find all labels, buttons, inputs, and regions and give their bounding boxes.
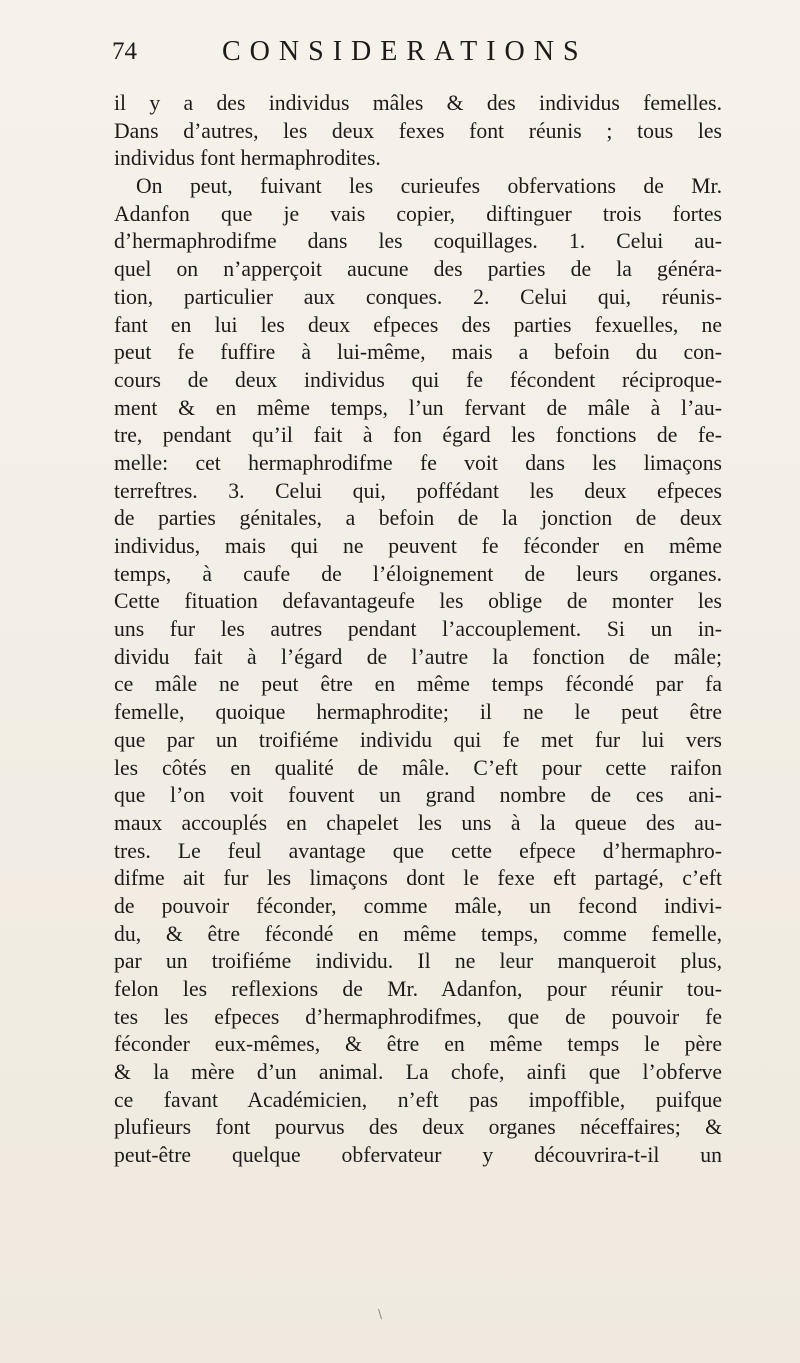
text-line: Dans d’autres, les deux fexes font réunis ; tous les (114, 118, 722, 143)
text-line: ment & en même temps, l’un fervant de mâle à l’au- (114, 395, 722, 420)
text-line: il y a des individus mâles & des individus femelles. (114, 91, 722, 115)
text-line: que par un troifiéme individu qui fe met fur lui vers (114, 727, 722, 752)
text-line: femelle, quoique hermaphrodite; il ne le peut être (114, 700, 722, 725)
text-line: de pouvoir féconder, comme mâle, un fecond indivi- (114, 893, 722, 918)
text-line: peut-être quelque obfervateur y découvrira-t-il un (114, 1143, 722, 1168)
text-line: plufieurs font pourvus des deux organes néceffaires; & (114, 1115, 722, 1140)
text-line: d’hermaphrodifme dans les coquillages. 1. Celui au- (114, 229, 722, 254)
body-text (114, 90, 722, 1170)
text-line: Cette fituation defavantageufe les oblige de monter les (114, 589, 722, 614)
text-line: melle: cet hermaphrodifme fe voit dans les limaçons (114, 450, 722, 475)
text-line: de parties génitales, a befoin de la jonction de deux (114, 506, 722, 531)
text-line: tre, pendant qu’il fait à fon égard les fonctions de fe- (114, 423, 722, 448)
text-line: fant en lui les deux efpeces des parties fexuelles, ne (114, 312, 722, 337)
text-line: felon les reflexions de Mr. Adanfon, pour réunir tou- (114, 977, 722, 1001)
text-line: Adanfon que je vais copier, diftinguer trois fortes (114, 201, 722, 226)
text-line: individus font hermaphrodites. (114, 146, 381, 171)
text-line: individus, mais qui ne peuvent fe féconder en même (114, 534, 722, 558)
text-line: féconder eux-mêmes, & être en même temps le père (114, 1032, 722, 1057)
text-line: difme ait fur les limaçons dont le fexe eft partagé, c’eft (114, 866, 722, 891)
text-line: tion, particulier aux conques. 2. Celui qui, réunis- (114, 284, 722, 309)
text-line: ce favant Académicien, n’eft pas impoffible, puifque (114, 1087, 722, 1112)
text-line: & la mère d’un animal. La chofe, ainfi que l’obferve (114, 1060, 722, 1085)
text-line: quel on n’apperçoit aucune des parties de la généra- (114, 257, 722, 282)
text-line: tes les efpeces d’hermaphrodifmes, que de pouvoir fe (114, 1004, 722, 1029)
text-line: cours de deux individus qui fe fécondent réciproque- (114, 367, 722, 392)
page-number: 74 (112, 38, 137, 65)
page-header (112, 36, 672, 76)
text-line: maux accouplés en chapelet les uns à la queue des au- (114, 810, 722, 835)
text-line: temps, à caufe de l’éloignement de leurs organes. (114, 561, 722, 586)
text-line: les côtés en qualité de mâle. C’eft pour cette raifon (114, 755, 722, 780)
text-line: uns fur les autres pendant l’accouplement. Si un in- (114, 617, 722, 642)
text-line: ce mâle ne peut être en même temps fécondé par fa (114, 672, 722, 697)
text-line: peut fe fuffire à lui-même, mais a befoin du con- (114, 340, 722, 365)
text-line: On peut, fuivant les curieufes obfervations de Mr. (136, 174, 722, 199)
text-line: dividu fait à l’égard de l’autre la fonction de mâle; (114, 644, 722, 669)
running-head: CONSIDERATIONS (222, 36, 588, 67)
text-line: que l’on voit fouvent un grand nombre de ces ani- (114, 783, 722, 808)
text-line: terreftres. 3. Celui qui, poffédant les deux efpeces (114, 478, 722, 503)
text-line: par un troifiéme individu. Il ne leur manqueroit plus, (114, 949, 722, 974)
text-line: tres. Le feul avantage que cette efpece d’hermaphro- (114, 838, 722, 863)
text-line: du, & être fécondé en même temps, comme femelle, (114, 921, 722, 946)
stray-mark: \ (378, 1307, 383, 1321)
